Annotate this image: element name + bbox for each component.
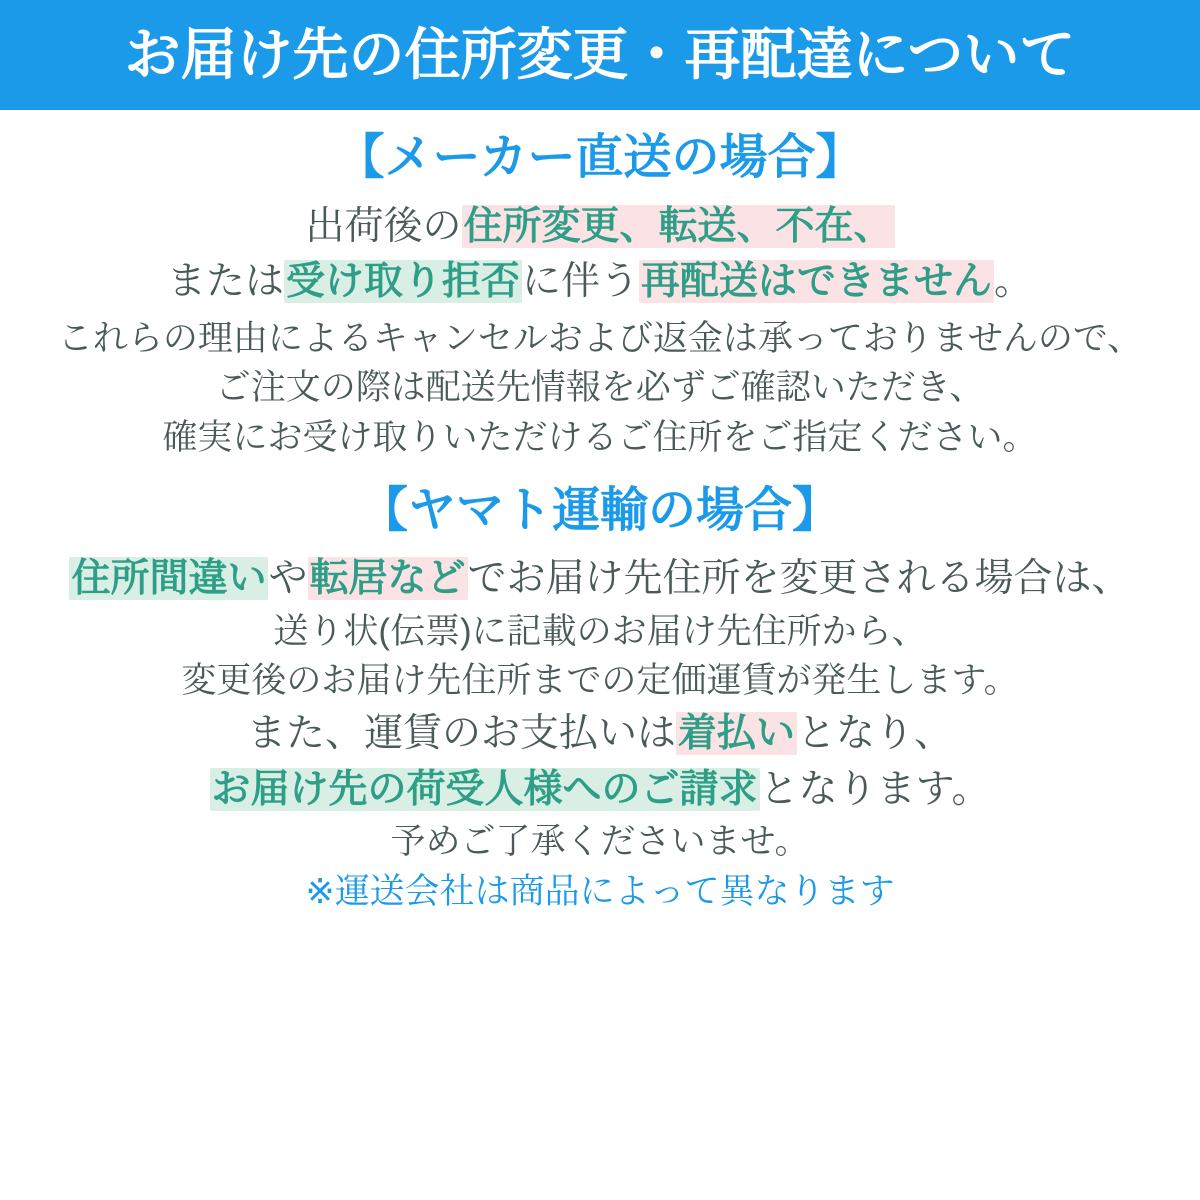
text-run: となります。 [759, 767, 991, 811]
text-run: 。 [994, 260, 1034, 304]
section-maker-direct [0, 132, 1200, 463]
text-line [0, 607, 1200, 657]
highlight-run: 受け取り拒否 [285, 260, 520, 304]
text-run: ご注文の際は配送先情報を必ずご確認いただき、 [215, 368, 985, 408]
text-run: でお届け先住所を変更される場合は、 [467, 557, 1131, 601]
text-line [0, 656, 1200, 706]
text-run: 確実にお受け取りいただけるご住所をご指定ください。 [162, 417, 1038, 457]
text-run: 出荷後の [305, 204, 462, 248]
highlight-run: 再配送はできません [641, 260, 993, 304]
text-run: 変更後のお届け先住所までの定価運賃が発生します。 [181, 661, 1019, 701]
text-run: や [268, 557, 308, 601]
highlight-run: 着払い [677, 712, 795, 756]
text-line [0, 199, 1200, 254]
text-run: または [166, 260, 284, 304]
highlight-run: 住所変更、転送、不在、 [463, 204, 893, 248]
section-heading: 【メーカー直送の場合】 [336, 131, 864, 184]
text-line [0, 551, 1200, 606]
text-line [0, 706, 1200, 761]
page-title: お届け先の住所変更・再配達について [124, 23, 1076, 86]
text-run: 予めご了承くださいませ。 [390, 821, 810, 861]
text-line [0, 762, 1200, 817]
text-line [0, 314, 1200, 364]
content-body [0, 132, 1200, 916]
section-yamato [0, 485, 1200, 867]
text-run: 送り状(伝票)に記載のお届け先住所から、 [273, 611, 927, 651]
text-line [0, 413, 1200, 463]
footnote: ※運送会社は商品によって異なります [305, 871, 895, 911]
text-line [0, 363, 1200, 413]
highlight-run: 住所間違い [71, 557, 267, 601]
text-line [0, 817, 1200, 867]
text-line [0, 254, 1200, 309]
text-run: に伴う [521, 260, 639, 304]
section-heading: 【ヤマト運輸の場合】 [359, 483, 840, 537]
text-run: また、運賃のお支払いは [246, 712, 676, 756]
header-banner [0, 0, 1200, 110]
highlight-run: お届け先の荷受人様へのご請求 [211, 767, 758, 811]
text-run: これらの理由によるキャンセルおよび返金は承っておりませんので、 [57, 318, 1143, 358]
text-run: となり、 [797, 712, 954, 756]
highlight-run: 転居など [309, 557, 466, 601]
